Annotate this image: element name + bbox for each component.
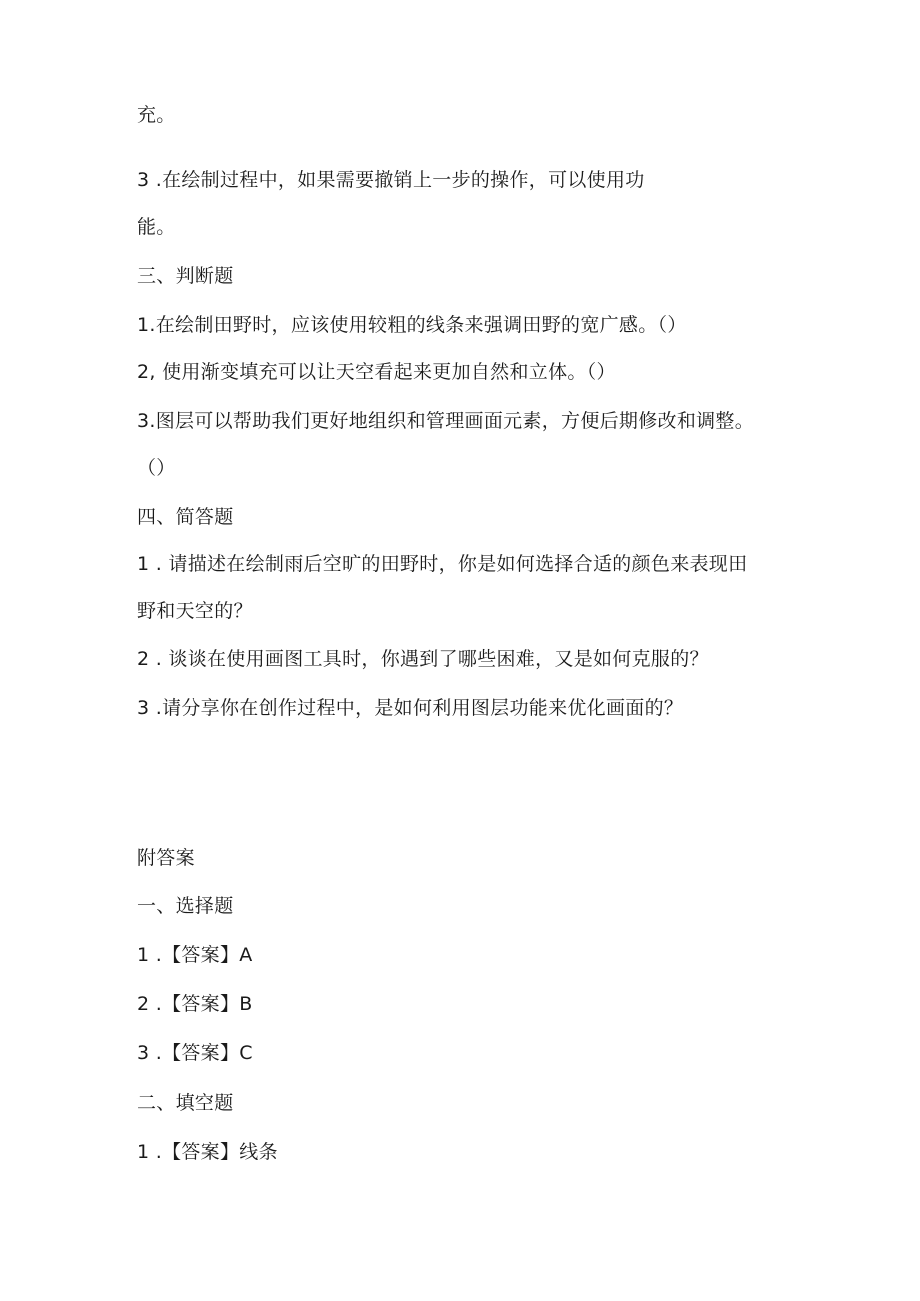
true-false-question-1: 1.在绘制田野时，应该使用较粗的线条来强调田野的宽广感。（） bbox=[137, 314, 687, 336]
answer-choice-2: 2 .【答案】B bbox=[137, 993, 253, 1015]
answer-fill-blank-1: 1 .【答案】线条 bbox=[137, 1141, 278, 1163]
short-answer-question-1: 1 . 请描述在绘制雨后空旷的田野时，你是如何选择合适的颜色来表现田 bbox=[137, 553, 748, 575]
section-heading-true-false: 三、判断题 bbox=[137, 265, 234, 287]
answer-choice-3: 3 .【答案】C bbox=[137, 1042, 253, 1064]
true-false-question-3: 3.图层可以帮助我们更好地组织和管理画面元素，方便后期修改和调整。 bbox=[137, 410, 755, 432]
fill-blank-question-3-continuation: 能。 bbox=[137, 216, 176, 238]
answer-choice-1: 1 .【答案】A bbox=[137, 944, 253, 966]
true-false-question-2: 2, 使用渐变填充可以让天空看起来更加自然和立体。（） bbox=[137, 361, 616, 383]
answers-section-fill-blank: 二、填空题 bbox=[137, 1092, 234, 1114]
fill-blank-2-continuation: 充。 bbox=[137, 104, 176, 126]
fill-blank-question-3: 3 .在绘制过程中，如果需要撤销上一步的操作，可以使用功 bbox=[137, 169, 645, 191]
answers-heading: 附答案 bbox=[137, 847, 195, 869]
short-answer-question-2: 2 . 谈谈在使用画图工具时，你遇到了哪些困难，又是如何克服的？ bbox=[137, 648, 709, 670]
section-heading-short-answer: 四、简答题 bbox=[137, 506, 234, 528]
answers-section-choice: 一、选择题 bbox=[137, 895, 234, 917]
short-answer-question-3: 3 .请分享你在创作过程中，是如何利用图层功能来优化画面的？ bbox=[137, 697, 684, 719]
true-false-question-3-continuation: （） bbox=[137, 457, 176, 479]
short-answer-question-1-continuation: 野和天空的？ bbox=[137, 600, 253, 622]
